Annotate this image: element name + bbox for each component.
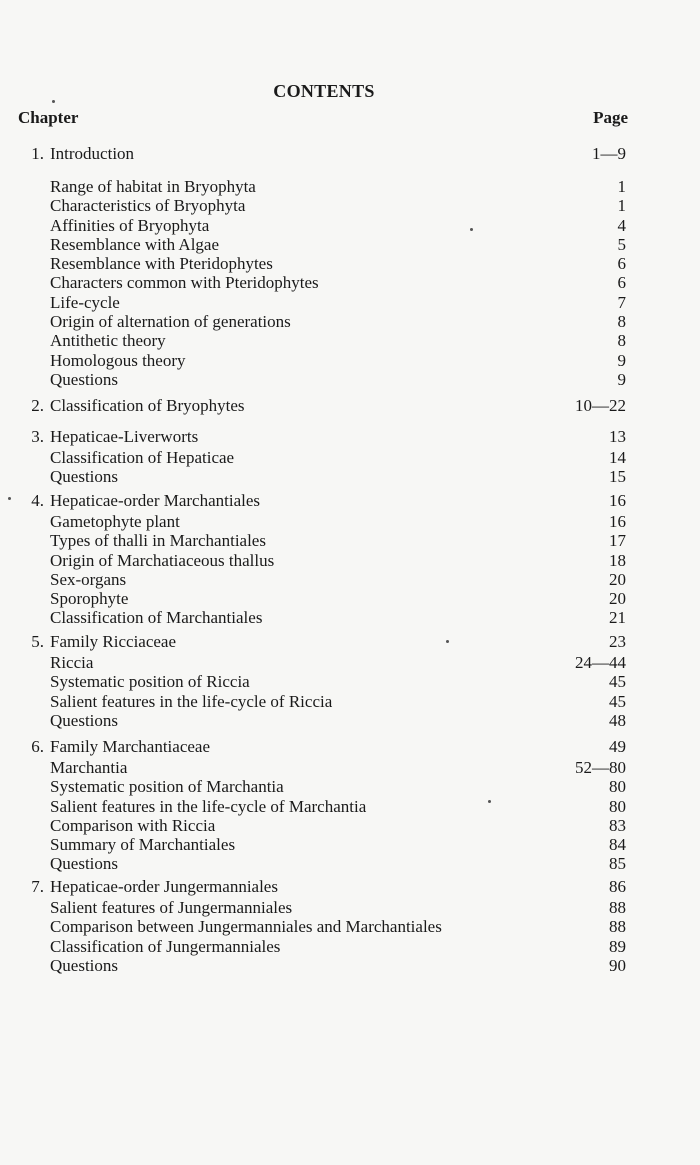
toc-item-title: Types of thalli in Marchantiales [50, 531, 266, 551]
chapter-entry [0, 426, 700, 487]
toc-item-page: 15 [609, 467, 626, 487]
toc-item [0, 672, 700, 691]
chapter-page: 13 [609, 427, 626, 446]
toc-item-page: 20 [609, 569, 626, 589]
toc-item-title: Classification of Jungermanniales [50, 936, 281, 956]
chapter-page: 23 [609, 632, 626, 651]
chapter-entry [0, 143, 700, 389]
toc-item [0, 293, 700, 312]
toc-item [0, 235, 700, 254]
chapter-heading-row [0, 395, 700, 417]
toc-item-page: 52—80 [575, 758, 626, 777]
toc-item-title: Salient features in the life-cycle of Riccia [50, 691, 333, 711]
toc-item-title: Sex-organs [50, 569, 127, 589]
toc-item-title: Systematic position of Riccia [50, 672, 250, 692]
chapter-page: 86 [609, 877, 626, 896]
toc-item-page: 1 [617, 177, 626, 196]
toc-item-title: Systematic position of Marchantia [50, 777, 284, 797]
toc-item-page: 21 [609, 608, 626, 628]
page-title: CONTENTS [273, 81, 375, 101]
toc-item [0, 711, 700, 730]
toc-item [0, 816, 700, 835]
chapter-number: 2. [31, 396, 44, 415]
toc-item-title: Questions [50, 955, 118, 975]
toc-item-page: 18 [609, 550, 626, 570]
toc-item-title: Origin of Marchatiaceous thallus [50, 550, 275, 570]
toc-item [0, 370, 700, 389]
toc-item [0, 177, 700, 196]
toc-item [0, 758, 700, 777]
chapter-page: 49 [609, 737, 626, 756]
toc-item-title: Affinities of Bryophyta [50, 215, 210, 235]
toc-item-page: 6 [617, 254, 626, 274]
toc-item-page: 83 [609, 815, 626, 835]
toc-item-page: 1 [617, 196, 626, 216]
chapter-title: Introduction [50, 144, 135, 163]
toc-item [0, 331, 700, 350]
toc-item-page: 24—44 [575, 653, 626, 672]
toc-item [0, 692, 700, 711]
chapter-title: Classification of Bryophytes [50, 396, 245, 415]
toc-item-title: Marchantia [50, 758, 128, 777]
toc-item-title: Riccia [50, 653, 94, 672]
toc-item-title: Classification of Marchantiales [50, 608, 263, 628]
toc-item [0, 653, 700, 672]
chapter-entry [0, 395, 700, 417]
toc-item-title: Gametophyte plant [50, 512, 180, 531]
paper-speck [470, 228, 473, 231]
toc-item [0, 273, 700, 292]
toc-item [0, 589, 700, 608]
chapter-number: 3. [31, 427, 44, 446]
toc-item-page: 17 [609, 531, 626, 551]
toc-item-title: Range of habitat in Bryophyta [50, 177, 256, 196]
chapter-entry [0, 876, 700, 975]
page-column-header: Page [593, 108, 628, 127]
chapter-entry [0, 631, 700, 730]
chapter-heading-row [0, 631, 700, 653]
toc-item-title: Questions [50, 710, 118, 730]
toc-item-title: Comparison with Riccia [50, 815, 216, 835]
toc-item-page: 48 [609, 710, 626, 730]
toc-item-title: Antithetic theory [50, 331, 166, 351]
chapter-heading-row [0, 426, 700, 448]
toc-item [0, 937, 700, 956]
toc-item-page: 5 [617, 234, 626, 254]
toc-item-title: Resemblance with Algae [50, 234, 220, 254]
toc-item-page: 88 [609, 917, 626, 937]
toc-item-page: 80 [609, 796, 626, 816]
chapter-title: Family Ricciaceae [50, 632, 177, 651]
toc-item-page: 89 [609, 936, 626, 956]
toc-item [0, 854, 700, 873]
chapter-entry [0, 736, 700, 874]
toc-item [0, 512, 700, 531]
toc-item-title: Homologous theory [50, 350, 186, 370]
chapter-heading-row [0, 736, 700, 758]
toc-item [0, 797, 700, 816]
paper-speck [52, 100, 55, 103]
chapter-page: 16 [609, 491, 626, 510]
toc-item-title: Comparison between Jungermanniales and Marchantiales [50, 917, 442, 937]
toc-item-title: Characters common with Pteridophytes [50, 273, 319, 293]
chapter-column-header: Chapter [18, 108, 79, 127]
toc-item [0, 254, 700, 273]
toc-item-page: 14 [609, 448, 626, 467]
toc-item-page: 9 [617, 369, 626, 389]
toc-item [0, 835, 700, 854]
toc-item-title: Salient features of Jungermanniales [50, 898, 293, 917]
chapter-title: Family Marchantiaceae [50, 737, 211, 756]
toc-item-page: 85 [609, 854, 626, 874]
chapter-number: 5. [31, 632, 44, 651]
chapter-heading-row [0, 490, 700, 512]
toc-item-title: Summary of Marchantiales [50, 835, 236, 855]
toc-item-page: 6 [617, 273, 626, 293]
toc-item-page: 45 [609, 672, 626, 692]
chapter-heading-row [0, 143, 700, 165]
toc-item [0, 777, 700, 796]
toc-item-title: Characteristics of Bryophyta [50, 196, 246, 216]
toc-item [0, 531, 700, 550]
toc-item [0, 570, 700, 589]
toc-item [0, 956, 700, 975]
toc-item-page: 20 [609, 589, 626, 609]
toc-item-page: 45 [609, 691, 626, 711]
chapter-page: 10—22 [575, 396, 626, 415]
toc-item-title: Questions [50, 854, 118, 874]
chapter-title: Hepaticae-Liverworts [50, 427, 199, 446]
chapter-number: 7. [31, 877, 44, 896]
toc-item-title: Classification of Hepaticae [50, 448, 235, 467]
chapter-heading-row [0, 876, 700, 898]
toc-item-title: Salient features in the life-cycle of Marchantia [50, 796, 367, 816]
toc-item-page: 16 [609, 512, 626, 531]
chapter-number: 6. [31, 737, 44, 756]
toc-item-page: 80 [609, 777, 626, 797]
toc-item-page: 8 [617, 331, 626, 351]
toc-item-page: 8 [617, 312, 626, 332]
toc-item-page: 7 [617, 292, 626, 312]
toc-item-title: Sporophyte [50, 589, 129, 609]
toc-item [0, 312, 700, 331]
toc-item [0, 467, 700, 486]
toc-item-title: Resemblance with Pteridophytes [50, 254, 273, 274]
chapter-number: 4. [31, 491, 44, 510]
paper-speck [8, 497, 11, 500]
toc-item-page: 9 [617, 350, 626, 370]
toc-item-title: Questions [50, 369, 118, 389]
toc-item [0, 351, 700, 370]
toc-item-title: Questions [50, 467, 118, 487]
paper-speck [446, 640, 449, 643]
toc-item-page: 88 [609, 898, 626, 917]
chapter-page: 1—9 [592, 144, 626, 163]
chapter-entry [0, 490, 700, 628]
chapter-title: Hepaticae-order Jungermanniales [50, 877, 278, 896]
chapter-title: Hepaticae-order Marchantiales [50, 491, 261, 510]
paper-speck [488, 800, 491, 803]
toc-item-title: Origin of alternation of generations [50, 312, 291, 332]
toc-item [0, 196, 700, 215]
toc-item [0, 448, 700, 467]
toc-item [0, 216, 700, 235]
toc-item [0, 917, 700, 936]
toc-item [0, 551, 700, 570]
toc-item-page: 4 [617, 215, 626, 235]
toc-item-page: 84 [609, 835, 626, 855]
toc-item-title: Life-cycle [50, 292, 120, 312]
toc-item [0, 898, 700, 917]
chapter-number: 1. [31, 144, 44, 163]
toc-item [0, 608, 700, 627]
toc-item-page: 90 [609, 955, 626, 975]
